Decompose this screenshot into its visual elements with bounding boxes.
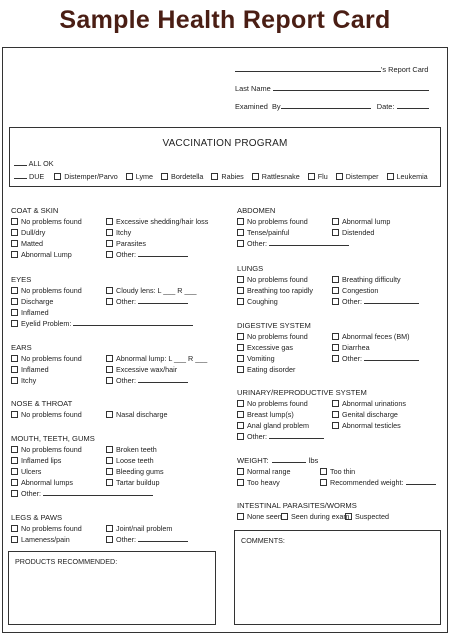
checkbox[interactable] bbox=[237, 276, 244, 283]
checkbox[interactable] bbox=[332, 276, 339, 283]
checkbox-item[interactable] bbox=[237, 227, 289, 238]
checkbox-item[interactable] bbox=[332, 398, 406, 409]
checkbox[interactable] bbox=[237, 400, 244, 407]
checkbox-item[interactable] bbox=[11, 364, 49, 375]
checkbox[interactable] bbox=[332, 355, 339, 362]
checkbox-item[interactable] bbox=[11, 227, 45, 238]
checkbox-label: Abnormal Lump bbox=[21, 250, 72, 259]
due-row bbox=[14, 171, 428, 182]
checkbox[interactable] bbox=[237, 287, 244, 294]
checkbox-label: Breathing difficulty bbox=[342, 275, 401, 284]
checkbox-label: Dull/dry bbox=[21, 228, 46, 237]
checkbox-label: Vomiting bbox=[247, 354, 275, 363]
checkbox-item[interactable] bbox=[237, 364, 295, 375]
checkbox-item[interactable] bbox=[106, 296, 188, 307]
other-field[interactable] bbox=[43, 488, 153, 496]
checkbox-item[interactable] bbox=[237, 216, 308, 227]
checkbox[interactable] bbox=[106, 446, 113, 453]
checkbox-label: Seen during exam bbox=[291, 512, 350, 521]
vaccine-item[interactable] bbox=[308, 172, 328, 181]
checkbox[interactable] bbox=[11, 355, 18, 362]
checkbox[interactable] bbox=[237, 355, 244, 362]
checkbox[interactable] bbox=[11, 468, 18, 475]
last-name-line bbox=[235, 83, 429, 93]
checkbox[interactable] bbox=[11, 298, 18, 305]
checkbox[interactable] bbox=[11, 377, 18, 384]
checkbox-label: Other: bbox=[116, 376, 136, 385]
weight-field[interactable] bbox=[272, 455, 306, 463]
checkbox-item[interactable] bbox=[332, 420, 401, 431]
checkbox-item[interactable] bbox=[106, 238, 146, 249]
by-label: By bbox=[271, 102, 281, 111]
checkbox[interactable] bbox=[11, 240, 18, 247]
checkbox-item[interactable] bbox=[106, 534, 188, 545]
checkbox-item[interactable] bbox=[237, 331, 308, 342]
checkbox-label: Other: bbox=[342, 297, 362, 306]
checkbox[interactable] bbox=[237, 333, 244, 340]
checkbox-label: Diarrhea bbox=[342, 343, 370, 352]
checkbox-item[interactable] bbox=[237, 342, 293, 353]
section-title: LEGS & PAWS bbox=[11, 513, 63, 522]
checkbox-item[interactable] bbox=[11, 238, 43, 249]
checkbox-item[interactable] bbox=[11, 477, 73, 488]
checkbox[interactable] bbox=[106, 525, 113, 532]
checkbox-item[interactable] bbox=[11, 523, 82, 534]
checkbox-item[interactable] bbox=[106, 227, 131, 238]
checkbox-item[interactable] bbox=[320, 466, 355, 477]
vaccination-title: VACCINATION PROGRAM bbox=[162, 138, 288, 149]
checkbox[interactable] bbox=[237, 433, 244, 440]
other-field[interactable] bbox=[364, 353, 419, 361]
checkbox[interactable] bbox=[106, 479, 113, 486]
checkbox-label: No problems found bbox=[21, 524, 82, 533]
checkbox-item[interactable] bbox=[11, 466, 41, 477]
checkbox-label: Ulcers bbox=[21, 467, 42, 476]
checkbox-item[interactable] bbox=[11, 216, 82, 227]
checkbox-item[interactable] bbox=[11, 409, 82, 420]
checkbox[interactable] bbox=[11, 320, 18, 327]
checkbox-label: No problems found bbox=[21, 445, 82, 454]
vaccine-label: Rabies bbox=[221, 172, 244, 181]
checkbox-label: Lameness/pain bbox=[21, 535, 70, 544]
checkbox-label: Congestion bbox=[342, 286, 379, 295]
checkbox[interactable] bbox=[106, 355, 113, 362]
checkbox[interactable] bbox=[126, 173, 133, 180]
checkbox-label: Abnormal lump bbox=[342, 217, 391, 226]
checkbox-label: None seen bbox=[247, 512, 282, 521]
checkbox-label: Coughing bbox=[247, 297, 278, 306]
checkbox-label: Breast lump(s) bbox=[247, 410, 294, 419]
checkbox-item[interactable] bbox=[11, 455, 61, 466]
checkbox-label: Nasal discharge bbox=[116, 410, 168, 419]
checkbox-label: Too heavy bbox=[247, 478, 280, 487]
checkbox-item[interactable] bbox=[237, 431, 324, 442]
checkbox-label: No problems found bbox=[247, 332, 308, 341]
section-title: ABDOMEN bbox=[237, 206, 276, 215]
checkbox-item[interactable] bbox=[281, 511, 349, 522]
due-label: DUE bbox=[29, 172, 45, 181]
checkbox[interactable] bbox=[11, 229, 18, 236]
checkbox-label: No problems found bbox=[21, 286, 82, 295]
other-field[interactable] bbox=[138, 249, 188, 257]
page-title: Sample Health Report Card bbox=[59, 6, 391, 34]
other-field[interactable] bbox=[406, 477, 436, 485]
checkbox-label: Abnormal urinations bbox=[342, 399, 406, 408]
checkbox-item[interactable] bbox=[237, 285, 313, 296]
vaccine-item[interactable] bbox=[161, 172, 203, 181]
checkbox-item[interactable] bbox=[332, 342, 370, 353]
checkbox-label: Itchy bbox=[21, 376, 37, 385]
section-title: MOUTH, TEETH, GUMS bbox=[11, 434, 95, 443]
section-title: WEIGHT: bbox=[237, 456, 269, 465]
checkbox-item[interactable] bbox=[106, 466, 164, 477]
checkbox-label: Recommended weight: bbox=[330, 478, 404, 487]
checkbox[interactable] bbox=[11, 411, 18, 418]
other-field[interactable] bbox=[73, 318, 193, 326]
checkbox-item[interactable] bbox=[11, 534, 70, 545]
products-box[interactable] bbox=[8, 551, 216, 625]
checkbox-item[interactable] bbox=[106, 455, 154, 466]
checkbox-item[interactable] bbox=[11, 353, 82, 364]
checkbox-label: Distended bbox=[342, 228, 375, 237]
checkbox-label: Tense/painful bbox=[247, 228, 290, 237]
other-field[interactable] bbox=[138, 534, 188, 542]
section-title: URINARY/REPRODUCTIVE SYSTEM bbox=[237, 388, 367, 397]
checkbox-item[interactable] bbox=[11, 375, 36, 386]
checkbox-item[interactable] bbox=[332, 353, 419, 364]
checkbox-label: Abnormal lump: L ___ R ___ bbox=[116, 354, 208, 363]
vaccine-item[interactable] bbox=[126, 172, 153, 181]
comments-box[interactable] bbox=[234, 530, 441, 625]
other-field[interactable] bbox=[269, 431, 324, 439]
checkbox[interactable] bbox=[106, 218, 113, 225]
checkbox-label: No problems found bbox=[247, 399, 308, 408]
last-name-label: Last Name bbox=[235, 84, 271, 93]
checkbox-item[interactable] bbox=[332, 285, 378, 296]
checkbox[interactable] bbox=[332, 344, 339, 351]
checkbox-item[interactable] bbox=[106, 477, 160, 488]
checkbox[interactable] bbox=[106, 457, 113, 464]
checkbox-item[interactable] bbox=[11, 285, 82, 296]
checkbox-item[interactable] bbox=[11, 444, 82, 455]
checkbox-label: Excessive shedding/hair loss bbox=[116, 217, 209, 226]
checkbox[interactable] bbox=[237, 229, 244, 236]
checkbox-item[interactable] bbox=[237, 398, 308, 409]
checkbox[interactable] bbox=[252, 173, 259, 180]
checkbox[interactable] bbox=[11, 309, 18, 316]
checkbox[interactable] bbox=[11, 536, 18, 543]
checkbox-item[interactable] bbox=[237, 274, 308, 285]
examined-line bbox=[235, 101, 429, 111]
checkbox-label: Broken teeth bbox=[116, 445, 157, 454]
checkbox[interactable] bbox=[308, 173, 315, 180]
vaccine-label: Rattlesnake bbox=[261, 172, 300, 181]
checkbox-label: Inflamed lips bbox=[21, 456, 62, 465]
checkbox-label: Joint/nail problem bbox=[116, 524, 173, 533]
checkbox-item[interactable] bbox=[106, 375, 188, 386]
vaccine-label: Lyme bbox=[135, 172, 154, 181]
checkbox-label: Inflamed bbox=[21, 308, 49, 317]
vaccine-item[interactable] bbox=[387, 172, 428, 181]
checkbox-item[interactable] bbox=[106, 285, 196, 296]
checkbox-label: Other: bbox=[116, 297, 136, 306]
section-title: INTESTINAL PARASITES/WORMS bbox=[237, 501, 357, 510]
checkbox-item[interactable] bbox=[332, 296, 419, 307]
checkbox[interactable] bbox=[237, 479, 244, 486]
vaccine-label: Leukemia bbox=[396, 172, 428, 181]
checkbox[interactable] bbox=[11, 366, 18, 373]
checkbox[interactable] bbox=[237, 422, 244, 429]
checkbox-item[interactable] bbox=[11, 318, 193, 329]
last-name-field[interactable] bbox=[273, 83, 429, 91]
checkbox[interactable] bbox=[237, 218, 244, 225]
checkbox[interactable] bbox=[332, 218, 339, 225]
checkbox-label: Suspected bbox=[355, 512, 389, 521]
checkbox-label: Breathing too rapidly bbox=[247, 286, 313, 295]
vaccine-label: Distemper/Parvo bbox=[64, 172, 118, 181]
checkbox[interactable] bbox=[106, 366, 113, 373]
checkbox-item[interactable] bbox=[11, 296, 53, 307]
checkbox-item[interactable] bbox=[11, 249, 72, 260]
checkbox-label: Abnormal feces (BM) bbox=[342, 332, 410, 341]
vaccination-box bbox=[9, 127, 441, 187]
checkbox-label: Parasites bbox=[116, 239, 146, 248]
checkbox[interactable] bbox=[106, 240, 113, 247]
checkbox[interactable] bbox=[106, 298, 113, 305]
products-label: PRODUCTS RECOMMENDED: bbox=[15, 557, 118, 566]
due-field[interactable] bbox=[14, 171, 27, 179]
checkbox-label: Eyelid Problem: bbox=[21, 319, 72, 328]
other-field[interactable] bbox=[138, 375, 188, 383]
checkbox[interactable] bbox=[332, 333, 339, 340]
checkbox-item[interactable] bbox=[237, 353, 275, 364]
checkbox-label: Other: bbox=[116, 250, 136, 259]
checkbox[interactable] bbox=[11, 525, 18, 532]
checkbox[interactable] bbox=[11, 218, 18, 225]
other-field[interactable] bbox=[364, 296, 419, 304]
checkbox-label: No problems found bbox=[247, 275, 308, 284]
comments-label: COMMENTS: bbox=[241, 536, 285, 545]
checkbox[interactable] bbox=[237, 468, 244, 475]
vaccine-label: Distemper bbox=[345, 172, 379, 181]
section-title: EYES bbox=[11, 275, 32, 284]
checkbox[interactable] bbox=[11, 490, 18, 497]
vaccine-label: Bordetella bbox=[171, 172, 204, 181]
vaccine-item[interactable] bbox=[252, 172, 300, 181]
checkbox-item[interactable] bbox=[106, 523, 172, 534]
checkbox[interactable] bbox=[345, 513, 352, 520]
checkbox[interactable] bbox=[11, 287, 18, 294]
checkbox[interactable] bbox=[237, 366, 244, 373]
checkbox-label: Cloudy lens: L ___ R ___ bbox=[116, 286, 197, 295]
checkbox-item[interactable] bbox=[332, 216, 390, 227]
checkbox-label: No problems found bbox=[21, 354, 82, 363]
checkbox-label: Excessive wax/hair bbox=[116, 365, 178, 374]
checkbox[interactable] bbox=[11, 251, 18, 258]
checkbox[interactable] bbox=[320, 468, 327, 475]
checkbox-label: Matted bbox=[21, 239, 43, 248]
checkbox-label: No problems found bbox=[21, 217, 82, 226]
checkbox-item[interactable] bbox=[106, 249, 188, 260]
checkbox[interactable] bbox=[320, 479, 327, 486]
checkbox-item[interactable] bbox=[237, 511, 282, 522]
checkbox-label: Abnormal testicles bbox=[342, 421, 401, 430]
checkbox[interactable] bbox=[54, 173, 61, 180]
date-field[interactable] bbox=[397, 101, 429, 109]
checkbox[interactable] bbox=[106, 229, 113, 236]
checkbox[interactable] bbox=[332, 229, 339, 236]
section-title: COAT & SKIN bbox=[11, 206, 59, 215]
checkbox[interactable] bbox=[332, 411, 339, 418]
checkbox[interactable] bbox=[106, 468, 113, 475]
checkbox-label: Abnormal lumps bbox=[21, 478, 73, 487]
checkbox-label: Other: bbox=[247, 239, 267, 248]
checkbox[interactable] bbox=[11, 479, 18, 486]
report-card-suffix: 's Report Card bbox=[381, 65, 429, 74]
checkbox-label: Anal gland problem bbox=[247, 421, 309, 430]
examined-by-field[interactable] bbox=[281, 101, 371, 109]
vaccine-item[interactable] bbox=[211, 172, 243, 181]
checkbox-label: Other: bbox=[116, 535, 136, 544]
checkbox-item[interactable] bbox=[11, 488, 153, 499]
examined-label: Examined bbox=[235, 102, 268, 111]
vaccine-label: Flu bbox=[317, 172, 328, 181]
checkbox[interactable] bbox=[387, 173, 394, 180]
weight-title-row bbox=[237, 455, 318, 466]
checkbox-label: Tartar buildup bbox=[116, 478, 160, 487]
checkbox-label: Other: bbox=[21, 489, 41, 498]
checkbox[interactable] bbox=[332, 422, 339, 429]
checkbox-label: No problems found bbox=[247, 217, 308, 226]
checkbox[interactable] bbox=[211, 173, 218, 180]
checkbox[interactable] bbox=[106, 536, 113, 543]
checkbox-item[interactable] bbox=[320, 477, 436, 488]
checkbox[interactable] bbox=[106, 411, 113, 418]
checkbox[interactable] bbox=[332, 298, 339, 305]
checkbox-label: Genital discharge bbox=[342, 410, 398, 419]
checkbox[interactable] bbox=[106, 377, 113, 384]
checkbox-label: Discharge bbox=[21, 297, 54, 306]
checkbox[interactable] bbox=[11, 446, 18, 453]
checkbox-label: Eating disorder bbox=[247, 365, 296, 374]
checkbox[interactable] bbox=[11, 457, 18, 464]
other-field[interactable] bbox=[269, 238, 349, 246]
pet-name-field[interactable] bbox=[235, 64, 381, 72]
date-label: Date: bbox=[376, 102, 395, 111]
vaccine-item[interactable] bbox=[336, 172, 379, 181]
checkbox[interactable] bbox=[237, 513, 244, 520]
checkbox-item[interactable] bbox=[237, 409, 294, 420]
checkbox[interactable] bbox=[106, 251, 113, 258]
checkbox-label: Too thin bbox=[330, 467, 356, 476]
weight-unit: lbs bbox=[308, 456, 319, 465]
checkbox-label: Bleeding gums bbox=[116, 467, 164, 476]
vaccine-item[interactable] bbox=[54, 172, 118, 181]
all-ok-field[interactable] bbox=[14, 158, 27, 166]
section-title: EARS bbox=[11, 343, 32, 352]
checkbox-label: Excessive gas bbox=[247, 343, 293, 352]
checkbox[interactable] bbox=[332, 400, 339, 407]
checkbox-item[interactable] bbox=[106, 353, 207, 364]
checkbox-label: Itchy bbox=[116, 228, 132, 237]
checkbox-item[interactable] bbox=[106, 216, 208, 227]
checkbox-item[interactable] bbox=[11, 307, 49, 318]
checkbox-item[interactable] bbox=[332, 409, 398, 420]
checkbox-item[interactable] bbox=[332, 274, 401, 285]
checkbox-item[interactable] bbox=[106, 409, 168, 420]
checkbox-item[interactable] bbox=[106, 444, 157, 455]
checkbox[interactable] bbox=[332, 287, 339, 294]
checkbox[interactable] bbox=[336, 173, 343, 180]
section-title: NOSE & THROAT bbox=[11, 399, 73, 408]
checkbox-item[interactable] bbox=[237, 477, 280, 488]
checkbox-item[interactable] bbox=[106, 364, 177, 375]
checkbox-item[interactable] bbox=[237, 466, 291, 477]
checkbox-item[interactable] bbox=[237, 238, 349, 249]
all-ok-label: ALL OK bbox=[28, 159, 54, 168]
checkbox[interactable] bbox=[237, 344, 244, 351]
checkbox-label: Other: bbox=[247, 432, 267, 441]
checkbox-label: No problems found bbox=[21, 410, 82, 419]
checkbox-item[interactable] bbox=[345, 511, 389, 522]
report-card-line bbox=[235, 64, 428, 74]
other-field[interactable] bbox=[138, 296, 188, 304]
all-ok-row bbox=[14, 158, 54, 169]
section-title: DIGESTIVE SYSTEM bbox=[237, 321, 311, 330]
checkbox-label: Normal range bbox=[247, 467, 291, 476]
checkbox[interactable] bbox=[237, 298, 244, 305]
checkbox-label: Loose teeth bbox=[116, 456, 154, 465]
section-title: LUNGS bbox=[237, 264, 264, 273]
checkbox-label: Inflamed bbox=[21, 365, 49, 374]
checkbox[interactable] bbox=[161, 173, 168, 180]
checkbox[interactable] bbox=[237, 411, 244, 418]
checkbox-item[interactable] bbox=[332, 331, 410, 342]
checkbox[interactable] bbox=[237, 240, 244, 247]
checkbox[interactable] bbox=[106, 287, 113, 294]
checkbox[interactable] bbox=[281, 513, 288, 520]
checkbox-item[interactable] bbox=[332, 227, 374, 238]
checkbox-item[interactable] bbox=[237, 296, 278, 307]
checkbox-label: Other: bbox=[342, 354, 362, 363]
checkbox-item[interactable] bbox=[237, 420, 309, 431]
